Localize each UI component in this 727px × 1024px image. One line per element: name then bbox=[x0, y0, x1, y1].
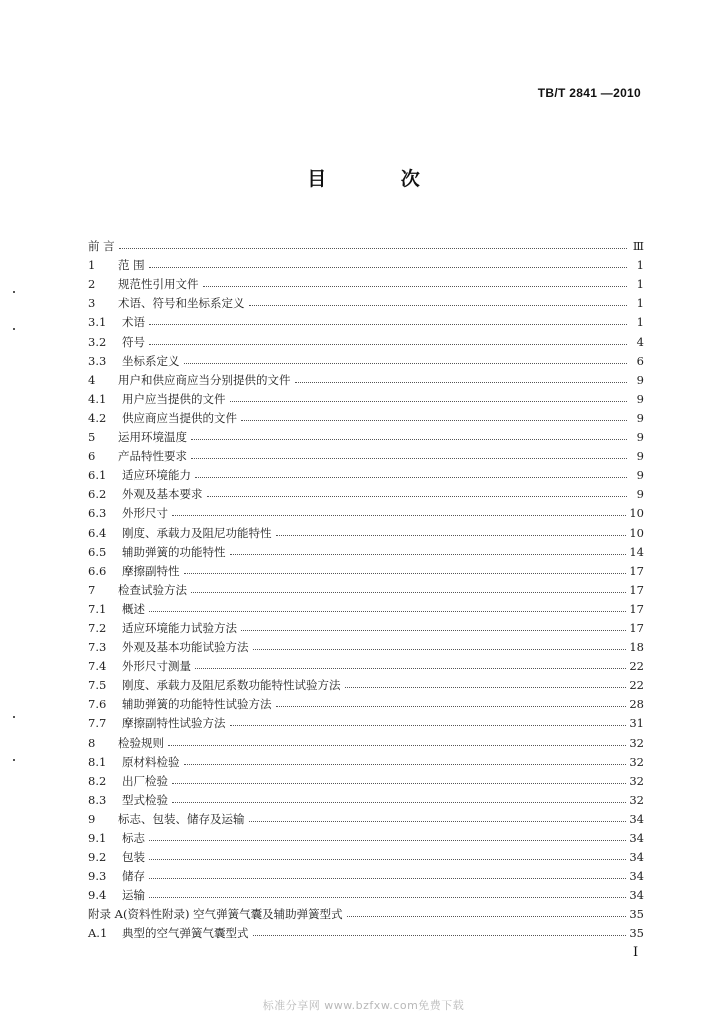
toc-entry-page: 10 bbox=[629, 525, 644, 540]
toc-entry-number: 7.5 bbox=[88, 678, 107, 693]
toc-entry[interactable] bbox=[88, 692, 644, 711]
toc-entry-page: 18 bbox=[629, 640, 644, 655]
toc-entry[interactable] bbox=[88, 291, 644, 310]
toc-entry-label: 外观及基本功能试验方法 bbox=[122, 640, 249, 655]
toc-leader-dots bbox=[253, 935, 627, 936]
toc-entry-number: 7.2 bbox=[88, 620, 107, 635]
toc-leader-dots bbox=[172, 783, 626, 784]
toc-leader-dots bbox=[249, 305, 628, 306]
toc-entry-label: 供应商应当提供的文件 bbox=[122, 410, 237, 425]
toc-entry[interactable] bbox=[88, 444, 644, 463]
toc-leader-dots bbox=[195, 477, 627, 478]
toc-entry-page: 1 bbox=[636, 315, 644, 330]
toc-entry[interactable] bbox=[88, 425, 644, 444]
toc-entry[interactable] bbox=[88, 253, 644, 272]
toc-entry-label: 标志 bbox=[122, 831, 145, 845]
toc-entry[interactable] bbox=[88, 463, 644, 482]
toc-entry[interactable] bbox=[88, 234, 644, 253]
toc-entry-label: 附录 A(资料性附录) 空气弹簧气囊及辅助弹簧型式 bbox=[88, 907, 343, 922]
toc-entry-page: 32 bbox=[629, 773, 644, 788]
toc-entry[interactable] bbox=[88, 788, 644, 807]
toc-entry[interactable] bbox=[88, 730, 644, 749]
toc-entry-number: 6.4 bbox=[88, 525, 107, 540]
toc-entry-number: 6.3 bbox=[88, 506, 107, 521]
toc-leader-dots bbox=[168, 745, 626, 746]
toc-entry-label: 范 围 bbox=[118, 258, 145, 273]
toc-leader-dots bbox=[149, 344, 627, 345]
toc-leader-dots bbox=[172, 802, 626, 803]
scan-speck bbox=[13, 759, 15, 761]
page-title: 目 次 bbox=[307, 168, 454, 190]
toc-entry-label: 规范性引用文件 bbox=[118, 277, 199, 292]
toc-entry-page: 9 bbox=[636, 391, 644, 406]
watermark: 标准分享网 www.bzfxw.com免费下载 bbox=[262, 999, 465, 1012]
toc-entry-page: 34 bbox=[629, 869, 644, 884]
toc-entry[interactable] bbox=[88, 864, 644, 883]
toc-entry-number: 6.6 bbox=[88, 563, 107, 578]
toc-entry-label: 用户和供应商应当分别提供的文件 bbox=[118, 372, 291, 387]
toc-entry[interactable] bbox=[88, 482, 644, 501]
toc-entry-label: 摩擦副特性试验方法 bbox=[122, 716, 226, 731]
toc-entry-number: 3.3 bbox=[88, 353, 107, 368]
toc-entry-number: 6.5 bbox=[88, 544, 107, 559]
toc-leader-dots bbox=[241, 420, 627, 421]
toc-leader-dots bbox=[184, 363, 628, 364]
toc-entry-number: 9 bbox=[88, 811, 96, 826]
toc-entry-number: 4.1 bbox=[88, 391, 107, 406]
toc-entry-label: 摩擦副特性 bbox=[122, 563, 180, 578]
toc-leader-dots bbox=[149, 324, 627, 325]
toc-entry[interactable] bbox=[88, 883, 644, 902]
toc-leader-dots bbox=[345, 687, 627, 688]
toc-entry[interactable] bbox=[88, 310, 644, 329]
toc-entry[interactable] bbox=[88, 387, 644, 406]
toc-entry-number: 6 bbox=[88, 449, 96, 464]
toc-leader-dots bbox=[295, 382, 628, 383]
toc-leader-dots bbox=[149, 267, 627, 268]
toc-entry[interactable] bbox=[88, 272, 644, 291]
toc-entry[interactable] bbox=[88, 807, 644, 826]
toc-entry[interactable] bbox=[88, 597, 644, 616]
toc-entry[interactable] bbox=[88, 520, 644, 539]
toc-entry-page: 35 bbox=[629, 926, 644, 941]
toc-entry-label: 刚度、承载力及阻尼功能特性 bbox=[122, 525, 272, 540]
toc-entry-label: 外形尺寸 bbox=[122, 506, 168, 521]
toc-leader-dots bbox=[119, 248, 627, 249]
toc-entry-label: 标志、包装、储存及运输 bbox=[118, 811, 245, 826]
toc-entry[interactable] bbox=[88, 616, 644, 635]
toc-entry-number: 9.3 bbox=[88, 869, 107, 884]
toc-entry-page: 1 bbox=[636, 258, 644, 273]
toc-entry[interactable] bbox=[88, 349, 644, 368]
toc-entry[interactable] bbox=[88, 635, 644, 654]
toc-entry-page: 14 bbox=[629, 544, 644, 559]
toc-entry-label: 包装 bbox=[122, 850, 145, 865]
toc-entry[interactable] bbox=[88, 902, 644, 921]
toc-leader-dots bbox=[276, 535, 627, 536]
toc-entry-number: 1 bbox=[88, 258, 96, 273]
toc-entry-number: 3.1 bbox=[88, 315, 107, 330]
toc-entry-number: 8.2 bbox=[88, 773, 107, 788]
toc-entry-label: 辅助弹簧的功能特性试验方法 bbox=[122, 697, 272, 712]
toc-entry-label: 外形尺寸测量 bbox=[122, 659, 191, 674]
toc-entry[interactable] bbox=[88, 559, 644, 578]
toc-leader-dots bbox=[149, 897, 626, 898]
toc-entry[interactable] bbox=[88, 921, 644, 940]
toc-entry-number: A.1 bbox=[88, 926, 108, 941]
toc-entry[interactable] bbox=[88, 845, 644, 864]
toc-entry[interactable] bbox=[88, 501, 644, 520]
toc-leader-dots bbox=[241, 630, 626, 631]
toc-entry-page: 10 bbox=[629, 506, 644, 521]
toc-entry-label: 检查试验方法 bbox=[118, 582, 187, 597]
toc-entry-number: 7.7 bbox=[88, 716, 107, 731]
toc-entry[interactable] bbox=[88, 654, 644, 673]
toc-entry-number: 7 bbox=[88, 582, 96, 597]
table-of-contents bbox=[88, 234, 644, 940]
toc-entry-page: 9 bbox=[636, 410, 644, 425]
scan-speck bbox=[13, 291, 15, 293]
toc-entry[interactable] bbox=[88, 750, 644, 769]
toc-entry-number: 6.2 bbox=[88, 487, 107, 502]
toc-entry-number: 8.3 bbox=[88, 792, 107, 807]
toc-entry-label: 出厂检验 bbox=[122, 773, 168, 788]
toc-entry-number: 8.1 bbox=[88, 754, 107, 769]
toc-entry-number: 3.2 bbox=[88, 334, 107, 349]
toc-leader-dots bbox=[249, 821, 627, 822]
toc-entry-page: 17 bbox=[629, 582, 644, 597]
scan-speck bbox=[13, 716, 15, 718]
toc-entry-label: 运用环境温度 bbox=[118, 430, 187, 445]
toc-leader-dots bbox=[276, 706, 627, 707]
toc-entry-page: 4 bbox=[636, 334, 644, 349]
page-number: Ⅰ bbox=[633, 945, 639, 960]
toc-entry-number: 4.2 bbox=[88, 410, 107, 425]
toc-entry-label: 产品特性要求 bbox=[118, 449, 187, 464]
toc-entry-label: 符号 bbox=[122, 334, 145, 349]
toc-leader-dots bbox=[195, 668, 626, 669]
toc-leader-dots bbox=[184, 573, 627, 574]
toc-entry-page: 17 bbox=[629, 601, 644, 616]
toc-entry-number: 7.6 bbox=[88, 697, 107, 712]
toc-leader-dots bbox=[230, 725, 627, 726]
toc-entry-number: 2 bbox=[88, 277, 96, 292]
toc-entry-label: 检验规则 bbox=[118, 735, 164, 750]
toc-entry-page: 34 bbox=[629, 811, 644, 826]
toc-entry-page: 9 bbox=[636, 468, 644, 483]
toc-entry-label: 储存 bbox=[122, 869, 145, 884]
toc-entry[interactable] bbox=[88, 826, 644, 845]
toc-entry[interactable] bbox=[88, 578, 644, 597]
toc-entry-page: 6 bbox=[636, 353, 644, 368]
toc-entry-label: 术语 bbox=[122, 315, 145, 330]
toc-entry-page: 31 bbox=[629, 716, 644, 731]
toc-entry-number: 3 bbox=[88, 296, 96, 311]
toc-entry-number: 9.1 bbox=[88, 831, 107, 845]
toc-entry-page: 17 bbox=[629, 620, 644, 635]
toc-leader-dots bbox=[172, 515, 626, 516]
toc-entry-page: 9 bbox=[636, 449, 644, 464]
toc-entry-page: 32 bbox=[629, 792, 644, 807]
toc-entry-number: 5 bbox=[88, 430, 96, 445]
toc-leader-dots bbox=[184, 764, 627, 765]
toc-leader-dots bbox=[230, 401, 628, 402]
toc-entry-label: 适应环境能力试验方法 bbox=[122, 620, 237, 635]
toc-entry-page: 9 bbox=[636, 487, 644, 502]
toc-entry-page: 32 bbox=[629, 735, 644, 750]
toc-entry-page: 34 bbox=[629, 888, 644, 903]
toc-entry-label: 原材料检验 bbox=[122, 754, 180, 769]
standard-code: TB/T 2841 —2010 bbox=[537, 86, 641, 100]
toc-leader-dots bbox=[149, 878, 626, 879]
toc-entry-page: 1 bbox=[636, 277, 644, 292]
toc-leader-dots bbox=[253, 649, 627, 650]
toc-entry-page: 28 bbox=[629, 697, 644, 712]
toc-entry-label: 运输 bbox=[122, 888, 145, 903]
toc-entry-number: 4 bbox=[88, 372, 96, 387]
toc-entry-number: 9.2 bbox=[88, 850, 107, 865]
scan-speck bbox=[13, 328, 15, 330]
toc-entry-page: 9 bbox=[636, 430, 644, 445]
toc-entry-page: 22 bbox=[629, 659, 644, 674]
toc-leader-dots bbox=[230, 554, 627, 555]
toc-entry-page: 22 bbox=[629, 678, 644, 693]
toc-entry-label: 外观及基本要求 bbox=[122, 487, 203, 502]
toc-entry[interactable] bbox=[88, 673, 644, 692]
toc-entry-page: 34 bbox=[629, 831, 644, 845]
toc-entry-label: 典型的空气弹簧气囊型式 bbox=[122, 926, 249, 941]
toc-leader-dots bbox=[207, 496, 628, 497]
toc-entry-page: 17 bbox=[629, 563, 644, 578]
toc-entry[interactable] bbox=[88, 368, 644, 387]
toc-leader-dots bbox=[191, 592, 626, 593]
toc-entry-number: 7.4 bbox=[88, 659, 107, 674]
toc-entry-number: 9.4 bbox=[88, 888, 107, 903]
toc-entry[interactable] bbox=[88, 540, 644, 559]
toc-entry-label: 术语、符号和坐标系定义 bbox=[118, 296, 245, 311]
toc-entry-label: 用户应当提供的文件 bbox=[122, 391, 226, 406]
toc-entry-label: 刚度、承载力及阻尼系数功能特性试验方法 bbox=[122, 678, 341, 693]
toc-entry[interactable] bbox=[88, 329, 644, 348]
toc-entry-page: 9 bbox=[636, 372, 644, 387]
toc-entry-label: 辅助弹簧的功能特性 bbox=[122, 544, 226, 559]
toc-entry-page: 35 bbox=[629, 907, 644, 922]
toc-leader-dots bbox=[149, 859, 626, 860]
toc-entry-label: 坐标系定义 bbox=[122, 353, 180, 368]
toc-leader-dots bbox=[203, 286, 628, 287]
toc-entry[interactable] bbox=[88, 769, 644, 788]
toc-entry-page: 34 bbox=[629, 850, 644, 865]
toc-entry[interactable] bbox=[88, 406, 644, 425]
toc-entry[interactable] bbox=[88, 711, 644, 730]
toc-entry-number: 7.3 bbox=[88, 640, 107, 655]
toc-entry-label: 适应环境能力 bbox=[122, 468, 191, 483]
toc-entry-number: 6.1 bbox=[88, 468, 107, 483]
toc-entry-number: 7.1 bbox=[88, 601, 107, 616]
toc-leader-dots bbox=[149, 611, 626, 612]
toc-leader-dots bbox=[191, 458, 627, 459]
toc-entry-page: 32 bbox=[629, 754, 644, 769]
toc-entry-label: 概述 bbox=[122, 601, 145, 616]
toc-entry-label: 前 言 bbox=[88, 239, 115, 254]
toc-leader-dots bbox=[149, 840, 626, 841]
toc-entry-number: 8 bbox=[88, 735, 96, 750]
toc-entry-page: 1 bbox=[636, 296, 644, 311]
toc-leader-dots bbox=[347, 916, 627, 917]
toc-entry-page: Ⅲ bbox=[632, 239, 644, 254]
toc-entry-label: 型式检验 bbox=[122, 792, 168, 807]
toc-leader-dots bbox=[191, 439, 627, 440]
